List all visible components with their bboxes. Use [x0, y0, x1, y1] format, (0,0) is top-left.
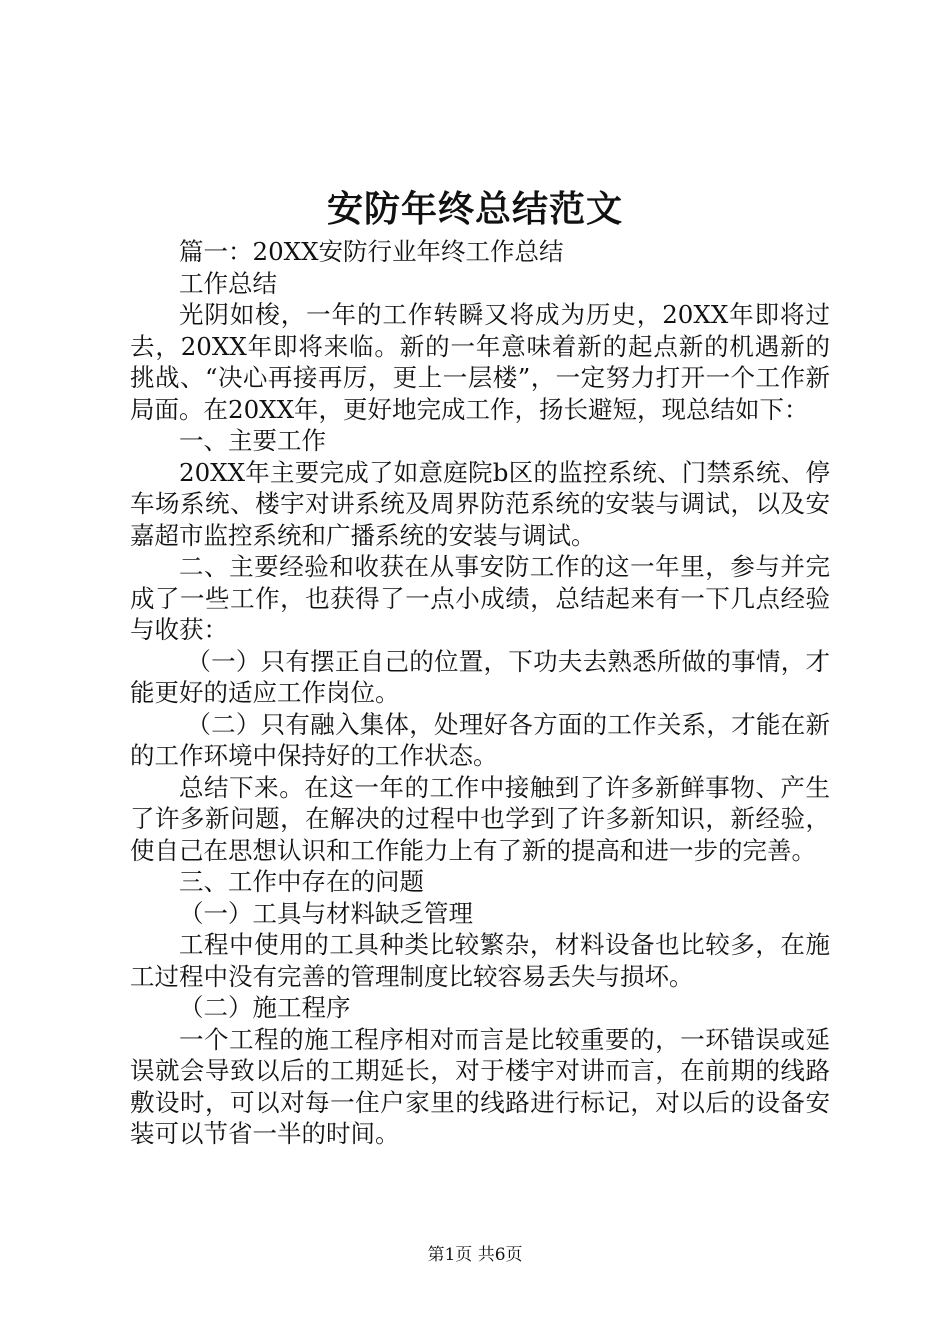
section-heading: 一、主要工作 [179, 426, 326, 455]
section-heading: 篇一：20XX安防行业年终工作总结 [179, 237, 564, 266]
page-footer: 第1页 共6页 [427, 1245, 523, 1265]
paragraph: 二、主要经验和收获在从事安防工作的这一年里，参与并完成了一些工作，也获得了一点小成绩，总结起来有一下几点经验与收获： [130, 552, 830, 644]
paragraph: 20XX年主要完成了如意庭院b区的监控系统、门禁系统、停车场系统、楼宇对讲系统及周界防范系统的安装与调试，以及安嘉超市监控系统和广播系统的安装与调试。 [130, 457, 830, 550]
subheading: （一）工具与材料缺乏管理 [179, 898, 473, 928]
subheading: 工作总结 [179, 268, 277, 298]
list-item: （一）只有摆正自己的位置，下功夫去熟悉所做的事情，才能更好的适应工作岗位。 [130, 646, 830, 707]
document-title: 安防年终总结范文 [326, 188, 623, 230]
list-item: （二）只有融入集体，处理好各方面的工作关系，才能在新的工作环境中保持好的工作状态。 [130, 709, 830, 770]
section-heading: 三、工作中存在的问题 [179, 867, 424, 896]
subheading: （二）施工程序 [179, 993, 351, 1022]
paragraph: 一个工程的施工程序相对而言是比较重要的，一环错误或延误就会导致以后的工期延长，对于楼宇对讲而言，在前期的线路敷设时，可以对每一住户家里的线路进行标记，对以后的设备安装可以节省一半的时间。 [130, 1024, 830, 1148]
paragraph: 总结下来。在这一年的工作中接触到了许多新鲜事物、产生了许多新问题，在解决的过程中也学到了许多新知识，新经验，使自己在思想认识和工作能力上有了新的提高和进一步的完善。 [130, 772, 830, 865]
document-body [130, 236, 830, 1150]
paragraph: 光阴如梭，一年的工作转瞬又将成为历史，20XX年即将过去，20XX年即将来临。新的一年意味着新的起点新的机遇新的挑战、“决心再接再厉，更上一层楼”，一定努力打开一个工作新局面。在20XX年，更好地完成工作，扬长避短，现总结如下： [130, 300, 830, 424]
paragraph: 工程中使用的工具种类比较繁杂，材料设备也比较多，在施工过程中没有完善的管理制度比较容易丢失与损坏。 [130, 930, 830, 991]
